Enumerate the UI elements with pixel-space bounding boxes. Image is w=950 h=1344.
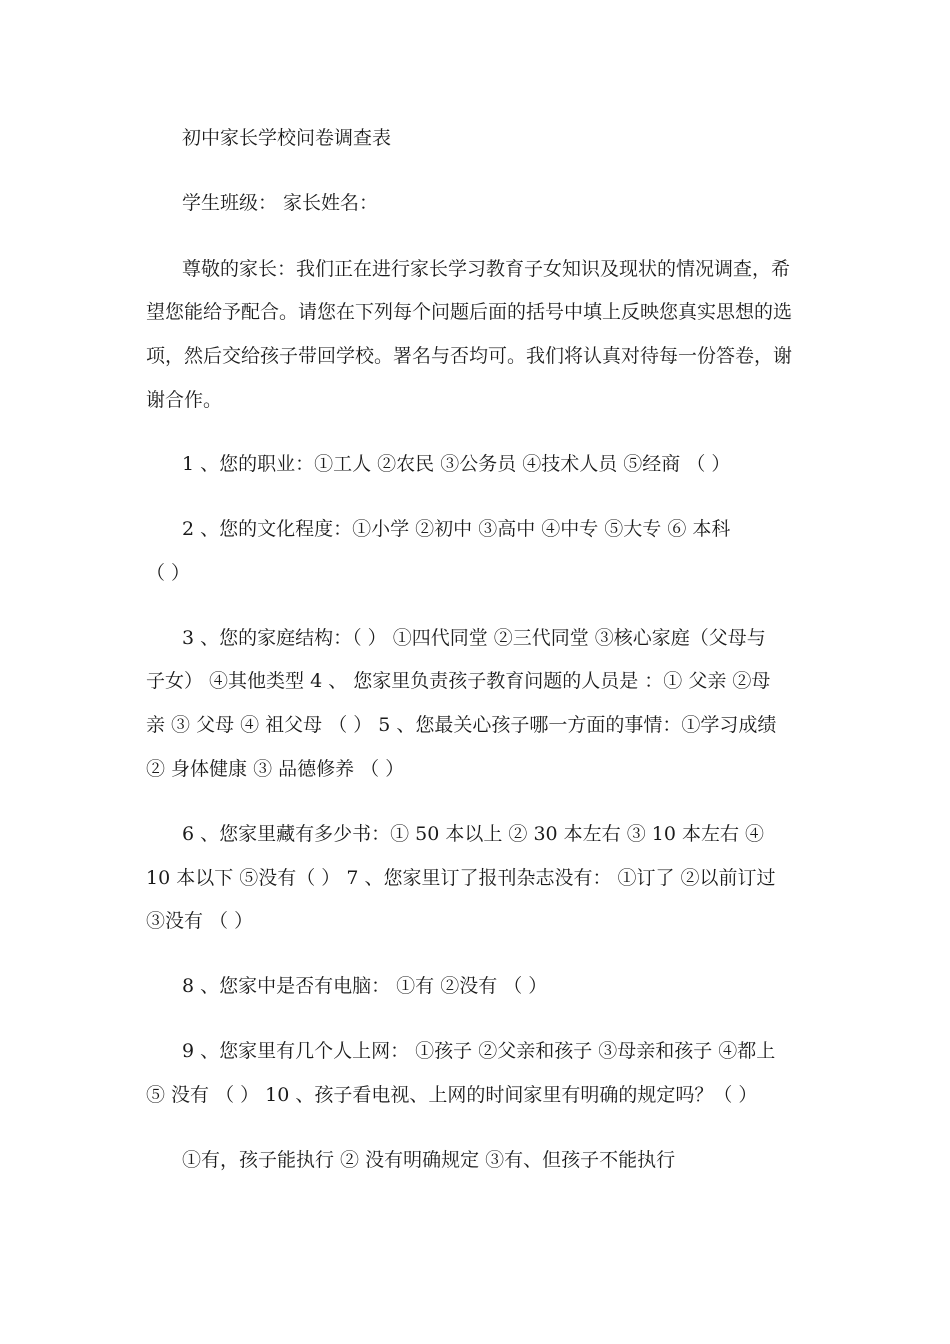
questions-6-7-line-3: ③没有 （ ） (146, 910, 254, 932)
question-1: 1 、您的职业：①工人 ②农民 ③公务员 ④技术人员 ⑤经商 （ ） (182, 453, 731, 475)
intro-line-2: 望您能给予配合。请您在下列每个问题后面的括号中填上反映您真实思想的选 (146, 301, 793, 323)
questions-3-5-line-1: 3 、您的家庭结构：（ ） ①四代同堂 ②三代同堂 ③核心家庭（父母与 (182, 627, 766, 649)
question-8: 8 、您家中是否有电脑： ①有 ②没有 （ ） (182, 975, 548, 997)
questions-6-7-line-1: 6 、您家里藏有多少书：① 50 本以上 ② 30 本左右 ③ 10 本左右 ④ (182, 823, 765, 845)
questions-3-5-line-3: 亲 ③ 父母 ④ 祖父母 （ ） 5 、您最关心孩子哪一方面的事情：①学习成绩 (146, 714, 777, 736)
questions-9-10-line-1: 9 、您家里有几个人上网： ①孩子 ②父亲和孩子 ③母亲和孩子 ④都上 (182, 1040, 776, 1062)
intro-line-4: 谢合作。 (146, 389, 223, 411)
questions-9-10-line-2: ⑤ 没有 （ ） 10 、孩子看电视、上网的时间家里有明确的规定吗？（ ） (146, 1084, 758, 1106)
document-title: 初中家长学校问卷调查表 (182, 127, 392, 149)
student-info-line: 学生班级： 家长姓名： (182, 192, 379, 214)
question-10-options: ①有，孩子能执行 ② 没有明确规定 ③有、但孩子不能执行 (182, 1149, 676, 1171)
intro-line-1: 尊敬的家长：我们正在进行家长学习教育子女知识及现状的情况调查，希 (182, 258, 791, 280)
questions-6-7-line-2: 10 本以下 ⑤没有（ ） 7 、您家里订了报刊杂志没有： ①订了 ②以前订过 (146, 867, 776, 889)
questions-3-5-line-2: 子女） ④其他类型 4 、 您家里负责孩子教育问题的人员是 ：① 父亲 ②母 (146, 670, 771, 692)
questions-3-5-line-4: ② 身体健康 ③ 品德修养 （ ） (146, 758, 405, 780)
intro-line-3: 项，然后交给孩子带回学校。署名与否均可。我们将认真对待每一份答卷，谢 (146, 345, 793, 367)
question-2-line-1: 2 、您的文化程度：①小学 ②初中 ③高中 ④中专 ⑤大专 ⑥ 本科 (182, 518, 731, 540)
question-2-line-2: （ ） (146, 562, 191, 584)
